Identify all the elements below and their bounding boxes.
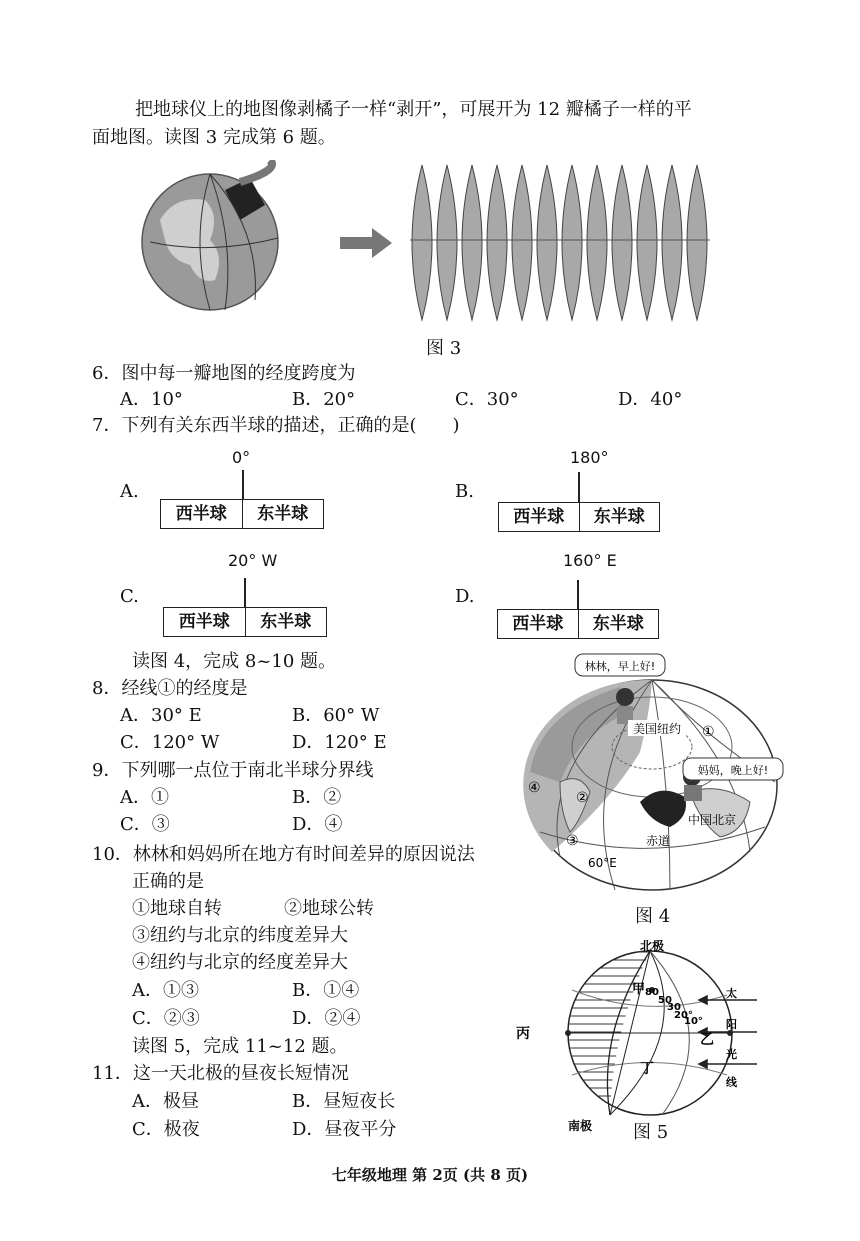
q7-a-meridian: 0° xyxy=(232,448,251,467)
girl-figure-icon xyxy=(616,688,634,724)
q6-option-c: C．30° xyxy=(455,389,519,410)
q10-statement-4: ④纽约与北京的经度差异大 xyxy=(132,952,348,973)
fig5-sun-1: 太 xyxy=(726,987,737,1000)
q7-a-box xyxy=(160,499,324,529)
q8-stem: 8．经线①的经度是 xyxy=(92,678,248,699)
q7-d-meridian: 160° E xyxy=(563,551,617,570)
q8-option-a: A．30° E xyxy=(120,705,202,726)
q7-d-west: 西半球 xyxy=(512,614,564,634)
intro-line-1: 把地球仪上的地图像剥橘子一样“剥开”，可展开为 12 瓣橘子一样的平 xyxy=(135,99,692,120)
fig4-lon-label: 60°E xyxy=(588,856,617,870)
figure-5-illumination xyxy=(512,940,772,1135)
fig5-ding: 丁 xyxy=(640,1061,654,1077)
fig5-bing: 丙 xyxy=(516,1026,530,1042)
q9-option-d: D．④ xyxy=(292,814,343,835)
q9-stem: 9．下列哪一点位于南北半球分界线 xyxy=(92,760,374,781)
fig4-bubble-1: 林林，早上好! xyxy=(584,660,656,673)
q11-stem: 11．这一天北极的昼夜长短情况 xyxy=(92,1063,349,1084)
q8-option-c: C．120° W xyxy=(120,732,220,753)
q9-option-a: A．① xyxy=(120,787,169,808)
q7-c-meridian-line xyxy=(244,578,246,608)
figure-4-globe xyxy=(520,652,790,897)
q10-statement-1: ①地球自转 xyxy=(132,898,222,919)
q6-option-a: A．10° xyxy=(120,389,183,410)
q10-statement-3: ③纽约与北京的纬度差异大 xyxy=(132,925,348,946)
figure-4-caption: 图 4 xyxy=(635,906,671,927)
fig5-south-pole: 南极 xyxy=(568,1119,593,1133)
q7-c-east: 东半球 xyxy=(245,608,327,636)
q10-option-c: C．②③ xyxy=(132,1008,200,1029)
q7-b-meridian: 180° xyxy=(570,448,609,467)
fig5-lat-20: 20° xyxy=(674,1010,693,1021)
q7-d-meridian-line xyxy=(577,580,579,610)
fig4-new-york-label: 美国纽约 xyxy=(632,722,682,736)
q10-option-b: B．①④ xyxy=(292,980,360,1001)
q6-option-b: B．20° xyxy=(292,389,356,410)
fig5-lat-10: 10° xyxy=(684,1016,703,1027)
fig5-sun-3: 光 xyxy=(726,1048,737,1061)
q7-c-meridian: 20° W xyxy=(228,551,278,570)
gores-map xyxy=(412,165,707,320)
q10-stem-2: 正确的是 xyxy=(132,871,204,892)
q9-option-c: C．③ xyxy=(120,814,170,835)
fig4-beijing-label: 中国北京 xyxy=(688,813,737,827)
fig4-marker-1: ① xyxy=(702,724,715,740)
read-figure-5: 读图 5，完成 11~12 题。 xyxy=(132,1036,348,1057)
fig4-marker-4: ④ xyxy=(528,780,541,796)
fig5-sun-2: 阳 xyxy=(726,1018,737,1031)
q7-b-letter: B. xyxy=(455,481,474,502)
figure-3-caption: 图 3 xyxy=(426,338,462,359)
fig5-sun-4: 线 xyxy=(726,1076,737,1089)
page-footer: 七年级地理 第 2页 (共 8 页) xyxy=(331,1166,529,1184)
q7-b-box xyxy=(498,502,660,532)
q7-c-box xyxy=(163,607,327,637)
fig5-north-pole: 北极 xyxy=(640,940,665,953)
fig5-lat-50: 50 xyxy=(658,995,672,1006)
q7-d-east: 东半球 xyxy=(578,610,659,638)
q7-stem: 7．下列有关东西半球的描述，正确的是( ) xyxy=(92,415,460,436)
q7-c-west: 西半球 xyxy=(178,612,230,632)
fig5-jia: 甲 xyxy=(632,982,646,997)
figure-5-caption: 图 5 xyxy=(633,1122,669,1143)
q6-option-d: D．40° xyxy=(618,389,683,410)
q7-d-box xyxy=(497,609,659,639)
q7-b-west: 西半球 xyxy=(513,507,565,527)
fig4-marker-3: ③ xyxy=(566,833,579,849)
q10-option-d: D．②④ xyxy=(292,1008,361,1029)
fig4-bubble-2: 妈妈，晚上好! xyxy=(697,764,769,777)
intro-line-2: 面地图。读图 3 完成第 6 题。 xyxy=(92,127,336,148)
fig5-lat-80: 80 xyxy=(645,987,659,998)
q8-option-d: D．120° E xyxy=(292,732,387,753)
q10-stem-1: 10．林林和妈妈所在地方有时间差异的原因说法 xyxy=(92,844,475,865)
q11-option-c: C．极夜 xyxy=(132,1119,200,1140)
q7-b-east: 东半球 xyxy=(579,503,660,531)
q11-option-a: A．极昼 xyxy=(132,1091,199,1112)
fig4-equator-label: 赤道 xyxy=(646,834,671,848)
q7-d-letter: D. xyxy=(455,586,475,607)
fig5-yi: 乙 xyxy=(700,1032,714,1048)
q10-statement-2: ②地球公转 xyxy=(284,898,374,919)
fig5-lat-30: 30 xyxy=(667,1002,681,1013)
q8-option-b: B．60° W xyxy=(292,705,380,726)
q11-option-d: D．昼夜平分 xyxy=(292,1119,397,1140)
q7-a-letter: A. xyxy=(120,481,139,502)
q7-c-letter: C. xyxy=(120,586,139,607)
q10-option-a: A．①③ xyxy=(132,980,199,1001)
q9-option-b: B．② xyxy=(292,787,342,808)
arrow-right-icon xyxy=(340,228,392,258)
q7-a-meridian-line xyxy=(242,470,244,500)
q6-stem: 6．图中每一瓣地图的经度跨度为 xyxy=(92,363,356,384)
fig4-marker-2: ② xyxy=(576,790,589,806)
q7-a-west: 西半球 xyxy=(175,504,227,524)
q7-b-meridian-line xyxy=(578,472,580,502)
q7-a-east: 东半球 xyxy=(242,500,324,528)
read-figure-4: 读图 4，完成 8~10 题。 xyxy=(132,651,337,672)
q11-option-b: B．昼短夜长 xyxy=(292,1091,396,1112)
globe-icon xyxy=(142,160,278,310)
figure-3-globe-and-gores xyxy=(130,160,730,335)
